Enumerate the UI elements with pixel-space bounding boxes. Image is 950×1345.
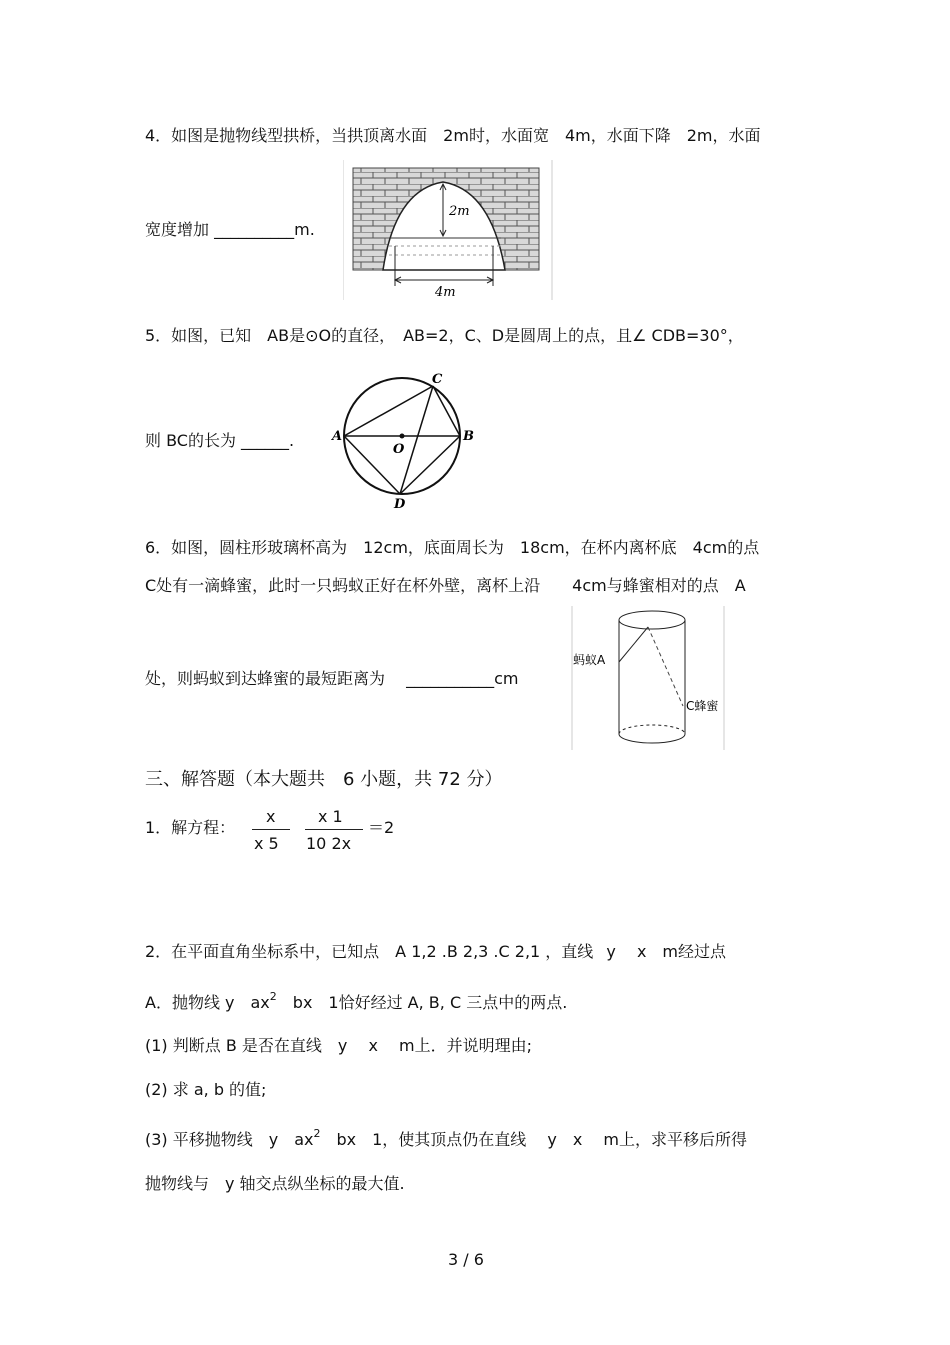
p2-part3-sup: 2	[313, 1127, 321, 1140]
q5-line2: 则 BC的长为 ______.	[145, 431, 295, 450]
label-d: D	[394, 497, 406, 512]
p2-part3	[145, 1127, 748, 1152]
cylinder-figure	[570, 606, 726, 750]
circle-figure	[330, 372, 480, 512]
q6-line1: 6．如图，圆柱形玻璃杯高为 12cm，底面周长为 18cm，在杯内离杯底 4cm的点	[145, 538, 760, 557]
q4-answer-blank[interactable]: __________	[214, 220, 295, 239]
q6-answer-blank[interactable]: ___________	[406, 669, 495, 688]
p2-part1: (1) 判断点 B 是否在直线 y x m上．并说明理由;	[145, 1036, 532, 1055]
label-c: C	[432, 372, 443, 387]
q6-prefix: 处，则蚂蚁到达蜂蜜的最短距离为	[145, 669, 386, 688]
p2-line1	[145, 942, 726, 962]
p2-line1-b: y x m	[606, 942, 679, 961]
q4-prefix: 宽度增加	[145, 220, 210, 239]
p1-frac2-bar	[305, 829, 363, 830]
q6-line3	[145, 669, 519, 689]
label-ant: 蚂蚁A	[573, 653, 606, 667]
p2-line2-b: bx 1恰好经过 A, B, C 三点中的两点.	[276, 993, 568, 1012]
p1-frac1-num: x	[266, 807, 276, 826]
p2-line1-a: 2．在平面直角坐标系中，已知点 A 1,2 .B 2,3 .C 2,1 ，直线	[145, 942, 594, 961]
fig-label-width: 4m	[435, 285, 456, 300]
p2-line2-a: A．抛物线 y ax	[145, 993, 270, 1012]
q4-line1: 4．如图是抛物线型拱桥，当拱顶离水面 2m时，水面宽 4m，水面下降 2m，水面	[145, 126, 761, 145]
fig-label-height: 2m	[449, 204, 470, 219]
section-title: 三、解答题（本大题共 6 小题，共 72 分）	[145, 769, 503, 790]
p1-frac2-num: x 1	[318, 807, 343, 826]
p1-rhs: ＝2	[368, 818, 395, 837]
p2-part3-line2: 抛物线与 y 轴交点纵坐标的最大值.	[145, 1174, 405, 1193]
q6-line2: C处有一滴蜂蜜，此时一只蚂蚁正好在杯外壁，离杯上沿 4cm与蜂蜜相对的点 A	[145, 576, 746, 595]
label-a: A	[332, 429, 343, 444]
q5-line1: 5．如图，已知 AB是⊙O的直径， AB=2，C、D是圆周上的点，且∠ CDB=30°，	[145, 326, 744, 345]
p2-line2	[145, 990, 568, 1015]
p2-part2: (2) 求 a, b 的值;	[145, 1080, 267, 1099]
p2-part3-a: (3) 平移抛物线 y ax	[145, 1130, 314, 1149]
p1-frac1-bar	[252, 829, 290, 830]
arch-bridge-figure	[343, 160, 553, 300]
p2-part3-b: bx 1，使其顶点仍在直线 y x m上，求平移后所得	[320, 1130, 748, 1149]
q4-line2	[145, 220, 315, 240]
label-o: O	[393, 442, 405, 457]
q4-unit: m.	[294, 220, 315, 239]
p2-line1-c: 经过点	[678, 942, 727, 961]
label-honey: C蜂蜜	[686, 699, 719, 713]
page-number: 3 / 6	[448, 1250, 484, 1269]
p1-frac1-den: x 5	[254, 834, 279, 853]
label-b: B	[463, 429, 474, 444]
p1-frac2-den: 10 2x	[306, 834, 352, 853]
q6-unit: cm	[494, 669, 519, 688]
p2-line2-sup: 2	[269, 990, 277, 1003]
p1-prefix: 1．解方程：	[145, 818, 236, 837]
